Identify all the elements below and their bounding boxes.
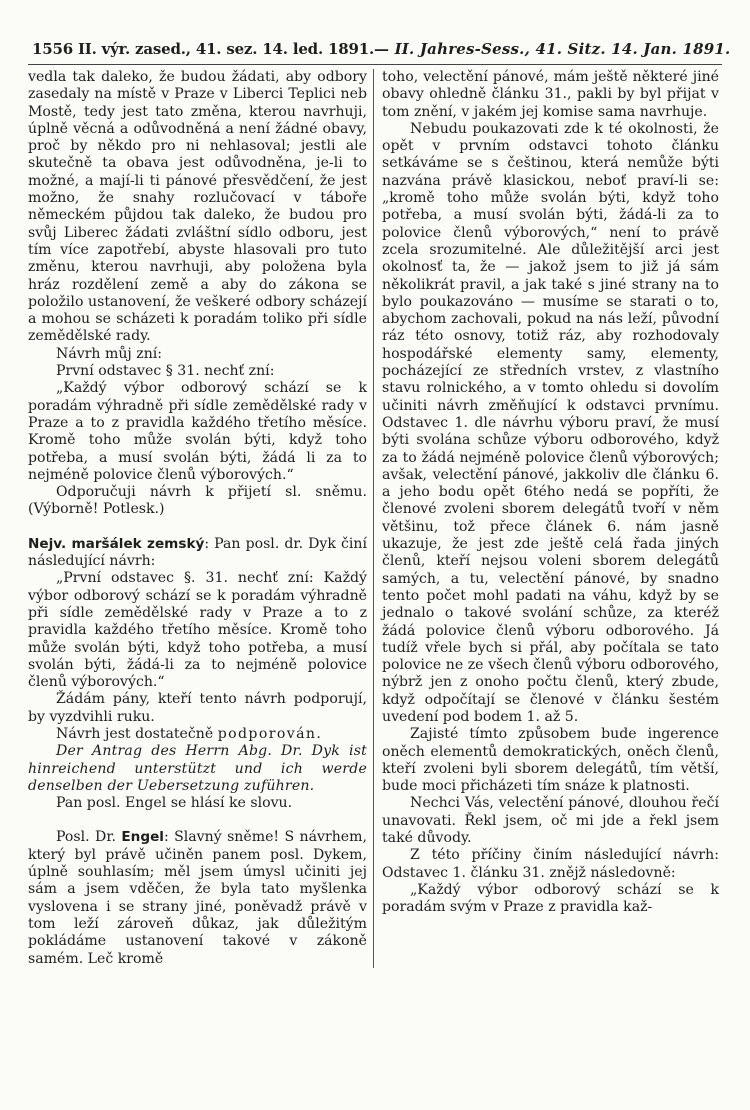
quoted-motion: „První odstavec §. 31. nechť zní: Každý výbor odborový schází se k poradám výhradně při sídle zemědělské rady v Praze a to z pravidla každého třetího měsíce. Kromě toho může svolán býti, když toho potřeba, a musí svolán býti, žádá-li za to nejméně polovice členů výborových.“ [28,570,367,691]
paragraph: Pan posl. Engel se hlásí ke slovu. [56,795,293,812]
paragraph: vedla tak daleko, že budou žádati, aby odbory zasedaly na místě v Praze v Liberci Teplici neb Mostě, tedy jest tato změna, kterou navrhuji, úplně věcná a odůvodněná a není žádné obavy, proč by někdo pro ni nehlasoval; jestli ale skutečně ta obava jest odůvodněna, je-li to možné, a mají-li ti pánové přesvědčení, že jest možno, že snahy rozlučovací v táboře německém půjdou tak daleko, že budou pro svůj Liberec žádati zvláštní sídlo odboru, jest tím více zapotřebí, abyste hlasovali pro tuto změnu, kterou navrhuji, aby položena byla hráz rozdělení země a aby do zákona se položilo ustanovení, že veškeré odbory scházejí a mohou se scházeti k poradám toliko při sídle zemědělské rady. [28,69,367,345]
paragraph: Odporučuji návrh k přijetí sl. sněmu. (Výborně! Potlesk.) [28,484,367,518]
right-column [374,69,719,968]
paragraph: První odstavec § 31. nechť zní: [56,363,275,380]
paragraph: Z této příčiny činím následující návrh: Odstavec 1. článku 31. znějž následovně: [382,847,719,881]
quoted-motion: „Každý výbor odborový schází se k poradám svým v Praze z pravidla kaž- [382,881,719,916]
paragraph: Návrh jest dostatečně podporován. [56,725,323,742]
paragraph: Návrh můj zní: [56,345,163,362]
speech-paragraph: Nejv. maršálek zemský: Pan posl. dr. Dyk činí následující návrh: [28,535,367,570]
page-header [28,40,731,65]
speech-paragraph: Posl. Dr. Engel: Slavný sněme! S návrhem, který byl právě učiněn panem posl. Dykem, úplně souhlasím; měl jsem úmysl učiniti jej sám a jsem vděčen, že byla tato myšlenka vyslovena i se strany jiné, poněvadž právě v tom leží zároveň důkaz, jak důležitým pokládáme ustanovení takové v zákoně samém. Leč kromě [28,829,367,967]
paragraph: Nebudu poukazovati zde k té okolnosti, že opět v prvním odstavci tohoto článku setkáváme se s češtinou, která nemůže býti nazvána právě klasickou, neboť praví-li se: „kromě toho může svolán býti, když toho potřeba, a musí svolán býti, žádá-li za to polovice členů výborových,“ není to právě zcela srozumitelné. Ale důležitější arci jest okolnosť ta, že — jakož jsem to již já sám několikrát pravil, a jak také s jiné strany na to bylo poukazováno — musíme se starati o to, abychom zachovali, pokud na nás leží, původní ráz této osnovy, totiž ráz, aby rozhodovaly hospodářské elementy samy, elementy, pocházející ze středních vrstev, z vlastního stavu rolnického, a v tomto ohledu si dovolím učiniti návrh změňující k odstavci prvnímu. Odstavec 1. dle návrhu výboru praví, že musí býti svolána schůze výboru odborového, když za to žádá nejméně polovice členů výborových; avšak, velectění pánové, jakkoliv dle článku 6. a jeho bodu opět 6tého nedá se popříti, že členové zvoleni sborem delegátů tvoří v něm většinu, tož přece článek 6. nám jasně ukazuje, že jest zde ještě celá řada jiných členů, kteří nejsou voleni sborem delegátů samých, a tu, velectění pánové, by snadno tento počet mohl padati na váhu, když by se jednalo o takové svolání schůze, za kteréž žádá polovice členů výboru odborového. Já tudíž vřele bych si přál, aby počítala se tato polovice ne ze všech členů výboru odborového, nýbrž jen z onoho počtu členů, který zbude, když odpočítají se členové v článku šestém uvedení pod bodem 1. až 5. [382,120,719,725]
header-czech: 1556 II. výr. zased., 41. sez. 14. led. 1891. [32,40,374,58]
header-german: — II. Jahres-Sess., 41. Sitz. 14. Jan. 1891. [373,40,731,58]
german-paragraph: Der Antrag des Herrn Abg. Dr. Dyk ist hinreichend unterstützt und ich werde denselben der Uebersetzung zuführen. [28,743,367,794]
paragraph: toho, velectění pánové, mám ještě některé jiné obavy ohledně článku 31., pakli by byl přijat v tom znění, v jakém jej komise sama navrhuje. [382,69,719,120]
text-columns [28,69,722,968]
speaker-name: Nejv. maršálek zemský [28,535,205,552]
speaker-name: Engel [121,829,164,846]
paragraph: Zajisté tímto způsobem bude ingerence oněch elementů demokratických, oněch členů, kteří zvoleni byli sborem delegátů, tím větší, bude moci přicházeti tím snáze k platnosti. [382,726,719,795]
quoted-motion: „Každý výbor odborový schází se k poradám výhradně při sídle zemědělské rady v Praze a to z pravidla každého třetího měsíce. Kromě toho může svolán býti, když toho potřeba, a musí svolán býti, žádá li za to nejméně polovice členů výborových.“ [28,380,367,483]
paragraph: Nechci Vás, velectění pánové, dlouhou řečí unavovati. Řekl jsem, oč mi jde a řekl jsem také důvody. [382,795,719,847]
left-column [28,69,373,968]
paragraph: Žádám pány, kteří tento návrh podporují, by vyzdvihli ruku. [28,691,367,725]
